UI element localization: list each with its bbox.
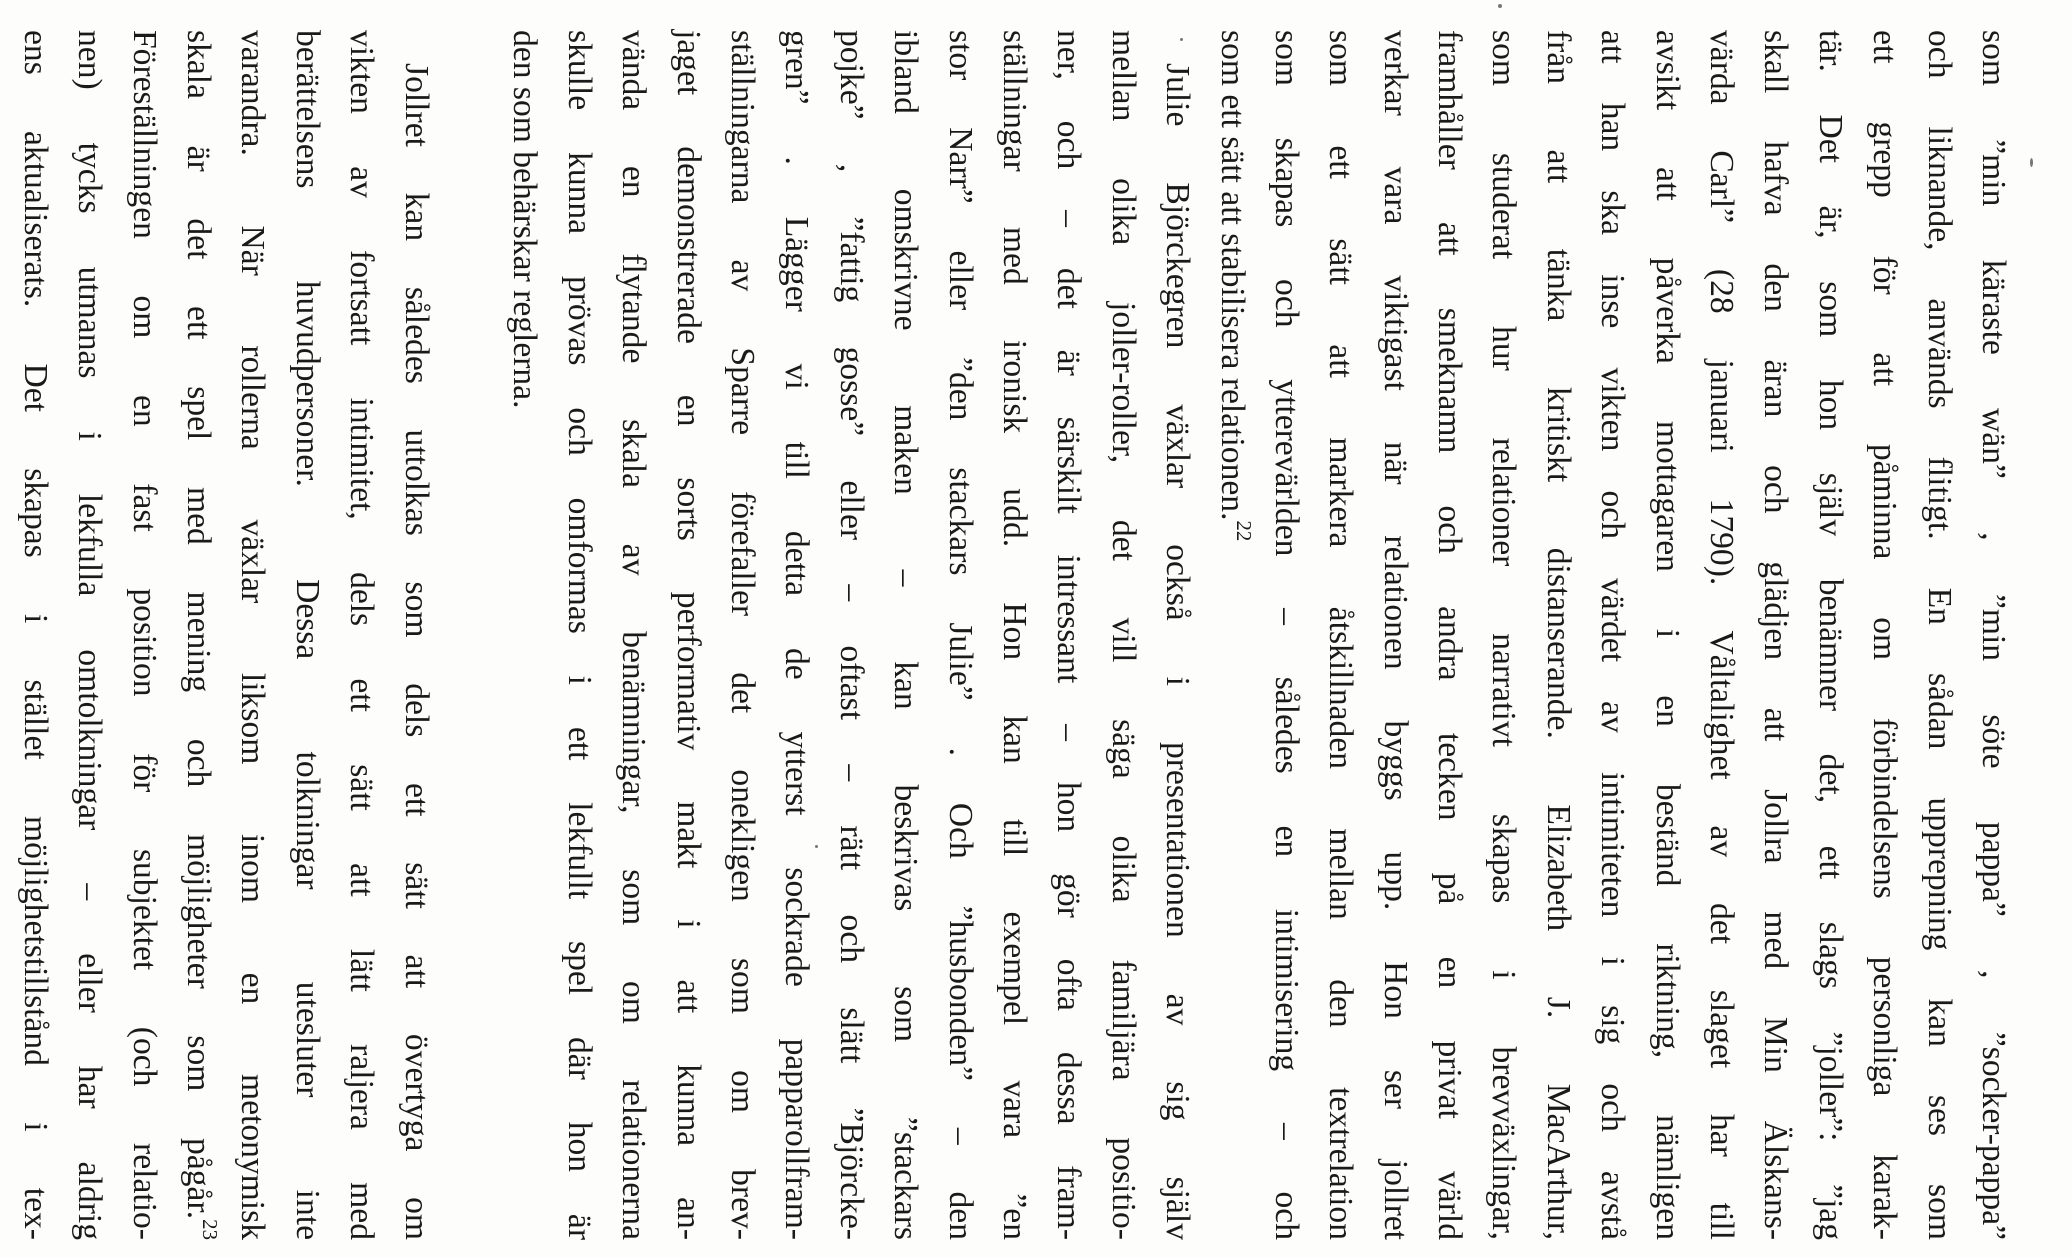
text-line: som ett sätt att markera åtskillnaden mellan den textrelation [1322, 30, 1360, 1240]
text-line: berättelsens huvudpersoner. Dessa tolkningar utesluter inte [288, 30, 326, 1240]
text-line: den som behärskar reglerna. [506, 30, 544, 409]
text-line: ställningarna av Sparre förefaller det onekligen som om brev- [724, 30, 762, 1240]
text-line: ett grepp för att påminna om förbindelsens personliga karak- [1866, 30, 1904, 1240]
text-line: avsikt att påverka mottagaren i en beständ riktning, nämligen [1648, 30, 1686, 1240]
text-line: ens aktualiserats. Det skapas i stället möjlighetstillstånd i tex- [16, 30, 54, 1240]
text-line: framhåller att smeknamn och andra tecken på en privat värld [1431, 30, 1469, 1240]
text-line: nen) tycks utmanas i lekfulla omtolkningar – eller har aldrig [71, 30, 109, 1240]
text-line: gren” . Lägger vi till detta de ytterst sockrade papparollfram- [778, 30, 816, 1240]
text-line: stor Narr” eller ”den stackars Julie” . Och ”husbonden” – den [941, 30, 979, 1240]
scan-speck [2030, 158, 2033, 167]
text-line [1204, 30, 1258, 1240]
scan-speck [1180, 38, 1183, 41]
text-line: vända en flytande skala av benämningar, som om relationerna [615, 30, 653, 1240]
text-line: pojke” , ”fattig gosse” eller – oftast – rätt och slätt ”Björcke- [832, 30, 870, 1240]
text-line: ner, och – det är särskilt intressant – hon gör ofta dessa fram- [1050, 30, 1088, 1240]
line-text: skala är det ett spel med mening och möjligheter som pågår. [180, 30, 218, 1220]
scan-speck [815, 845, 818, 848]
text-line: skulle kunna prövas och omformas i ett lekfullt spel där hon är [560, 30, 598, 1240]
text-line: som skapas och ytterevärlden – således en intimisering – och [1267, 30, 1305, 1240]
paragraph-3 [8, 30, 443, 1240]
text-line: mellan olika joller-roller, det vill säga olika familjära positio- [1104, 30, 1142, 1240]
scan-speck [1498, 4, 1502, 8]
text-line: Föreställningen om en fast position för subjektet (och relatio- [125, 30, 163, 1240]
text-line: från att tänka kritiskt distanserande. Elizabeth J. MacArthur, [1539, 30, 1577, 1240]
text-line: Julie Björckegren växlar också i presentationen av sig själv [1159, 63, 1197, 1240]
line-text: som ett sätt att stabilisera relationen. [1213, 30, 1251, 521]
footnote-marker: 23 [198, 1219, 223, 1240]
text-line: och liknande, används flitigt. En sådan upprepning kan ses som [1920, 30, 1958, 1240]
text-line: vikten av fortsatt intimitet, dels ett sätt att lätt raljera med [343, 30, 381, 1240]
footnote-marker: 22 [1231, 520, 1256, 542]
text-line: som ”min käraste wän” , ”min söte pappa” , ”socker-pappa” [1975, 30, 2012, 1240]
paragraph-2 [497, 30, 1204, 1240]
rotated-text-block [8, 30, 2020, 1240]
text-line: tär. Det är, som hon själv benämner det, ett slags ”joller”: ”jag [1811, 30, 1849, 1240]
paragraph-1 [1204, 30, 2020, 1240]
text-line [171, 30, 225, 1240]
text-line: ibland omskrivne maken – kan beskrivas som ”stackars [887, 30, 925, 1240]
text-line: varandra. När rollerna växlar liksom inom en metonymisk [234, 30, 272, 1240]
text-line: skall hafva den äran och glädjen att Jollra med Min Älskans- [1757, 30, 1795, 1240]
text-line: Jollret kan således uttolkas som dels ett sätt att övertyga om [397, 63, 435, 1240]
text-line: jaget demonstrerade en sorts performativ makt i att kunna an- [669, 30, 707, 1240]
text-line: värda Carl” (28 januari 1790). Våltalighet av det slaget har till [1703, 30, 1741, 1240]
text-line: som studerat hur relationer narrativt skapas i brevväxlingar, [1485, 30, 1523, 1240]
text-line: ställningar med ironisk udd. Hon kan till exempel vara ”en [995, 30, 1033, 1240]
text-line: att han ska inse vikten och värdet av intimiteten i sig och avstå [1594, 30, 1632, 1240]
paragraph-spacer [443, 30, 497, 1240]
text-line: verkar vara viktigast när relationen byggs upp. Hon ser jollret [1376, 30, 1414, 1240]
